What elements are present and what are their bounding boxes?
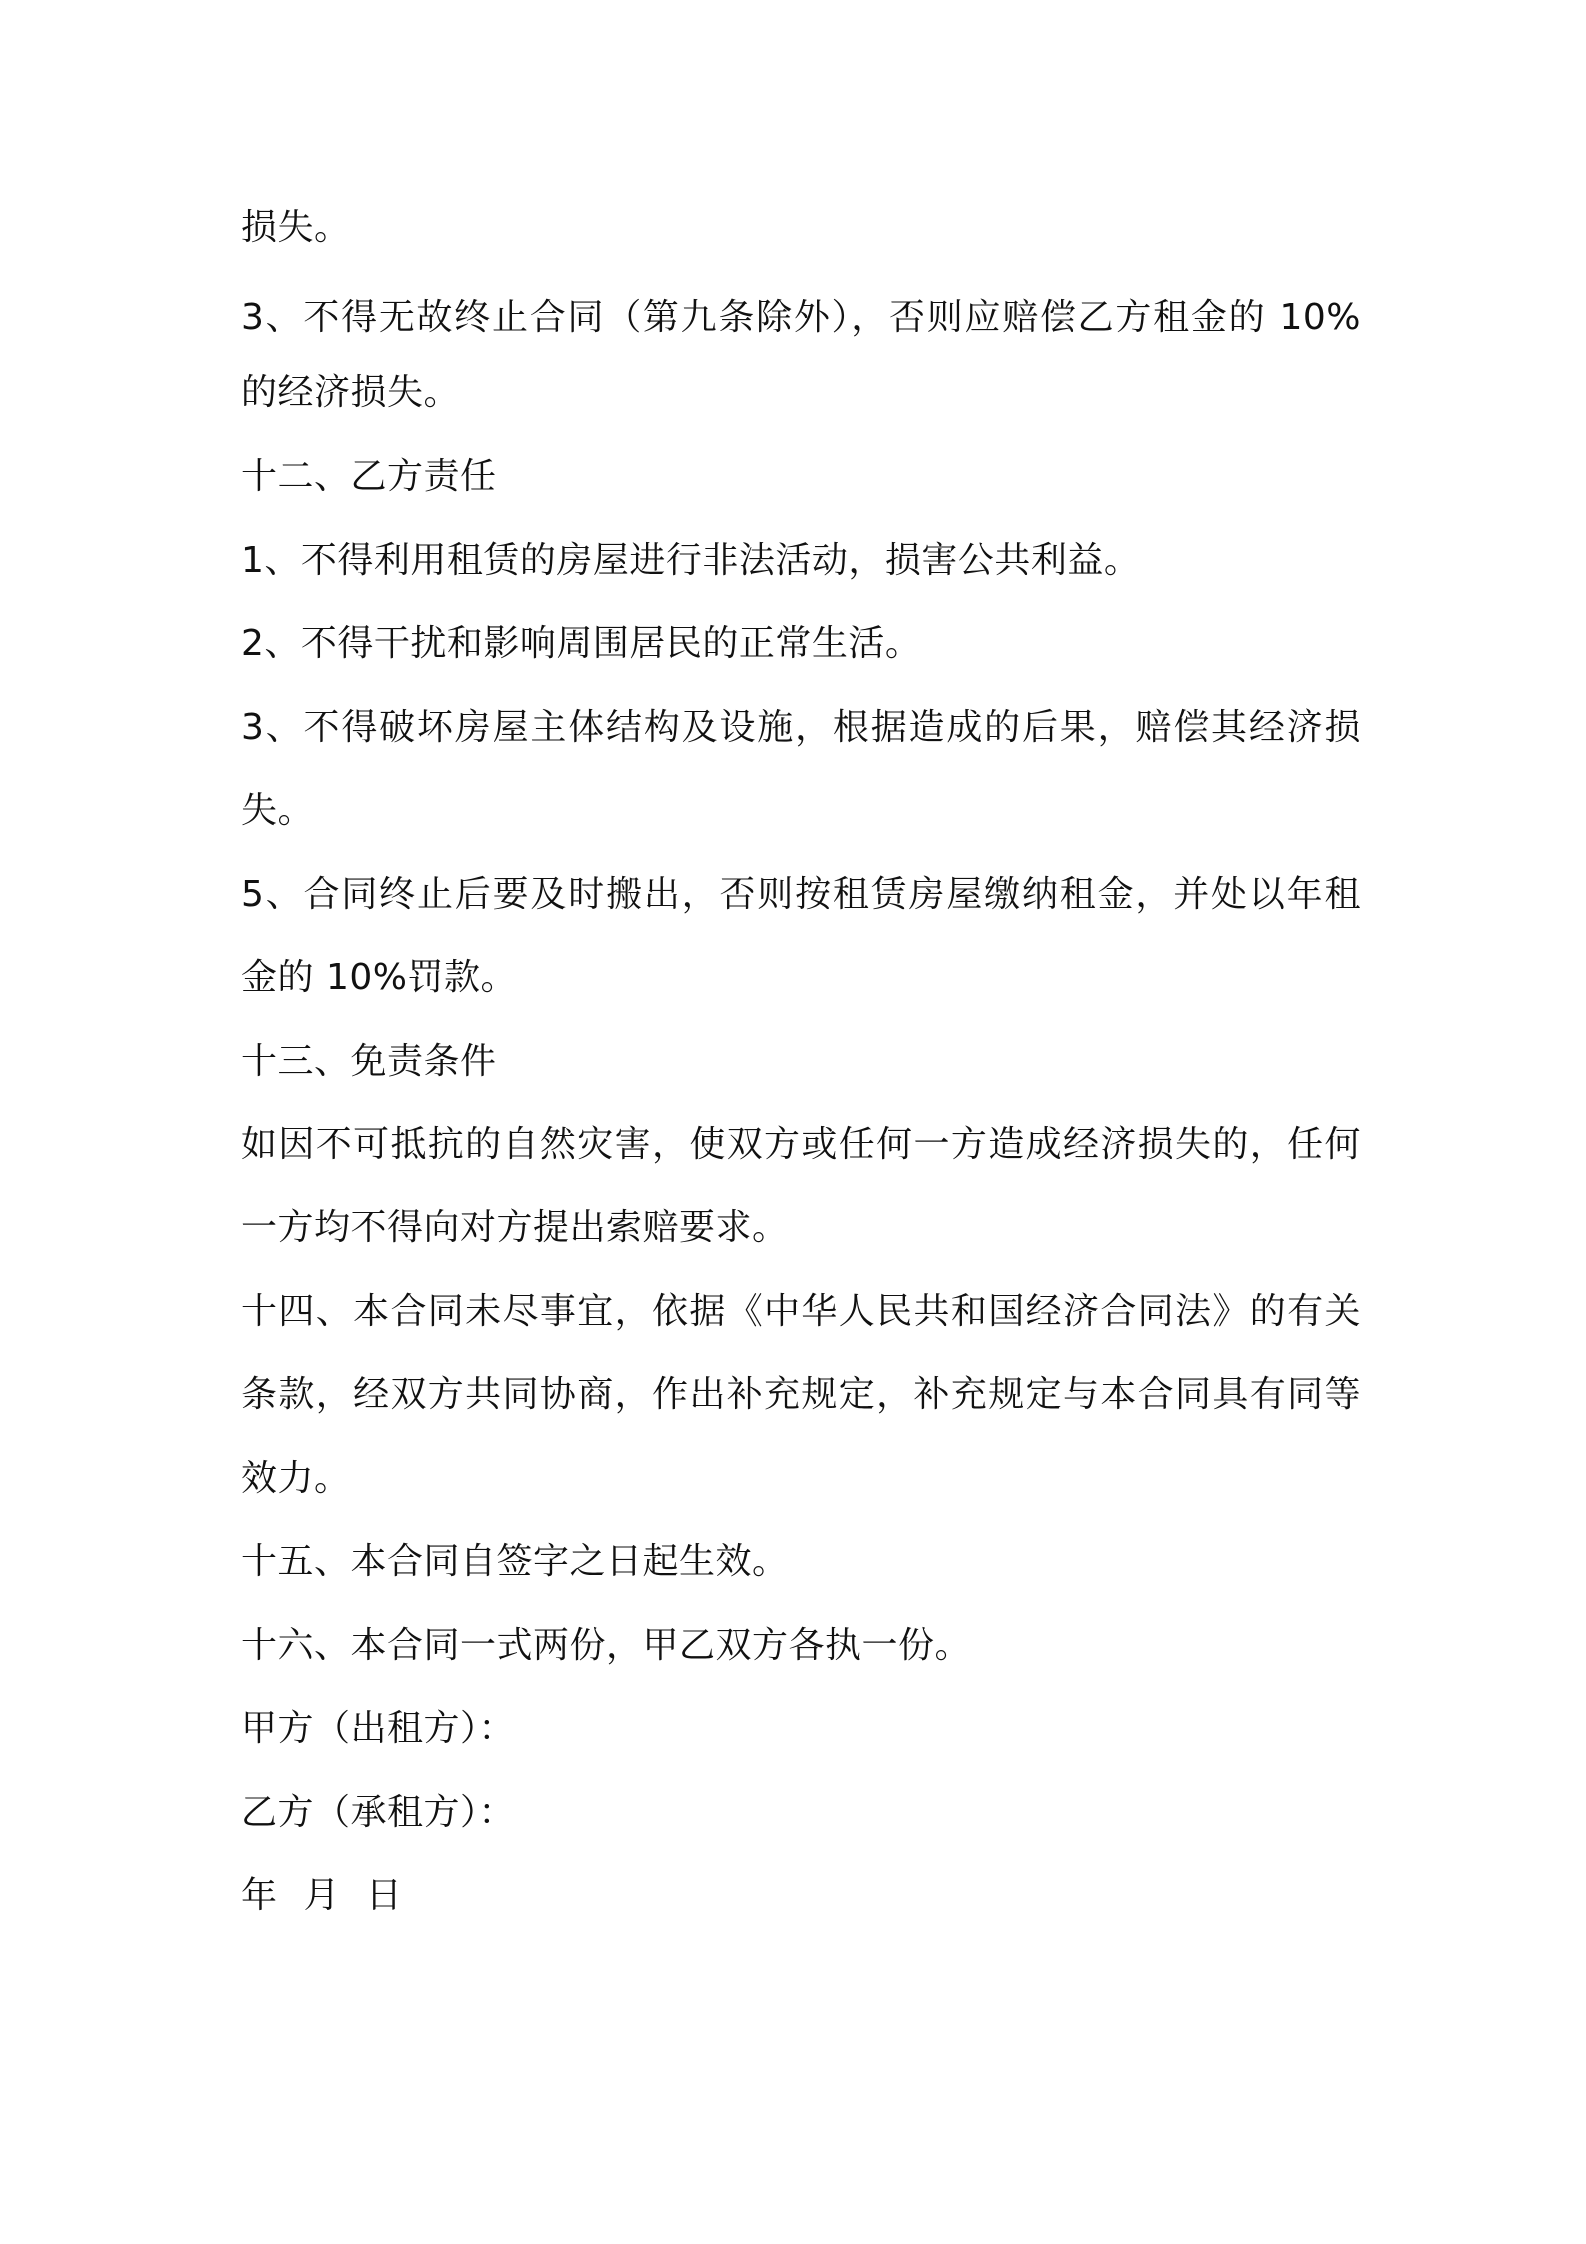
clause-12-1: 1、不得利用租赁的房屋进行非法活动，损害公共利益。 [241,540,1141,581]
clause-12-3-line-2: 失。 [241,790,315,831]
section-12-heading: 十二、乙方责任 [241,456,497,497]
section-13-body-line-2: 一方均不得向对方提出索赔要求。 [241,1207,789,1248]
clause-11-3-line-1: 3、不得无故终止合同（第九条除外），否则应赔偿乙方租金的 10% [241,297,1361,338]
section-15: 十五、本合同自签字之日起生效。 [241,1541,789,1582]
clause-12-3-line-1: 3、不得破坏房屋主体结构及设施，根据造成的后果，赔偿其经济损 [241,707,1361,748]
party-b-signature-label: 乙方（承租方）： [241,1792,516,1833]
section-14-line-3: 效力。 [241,1458,351,1499]
section-13-body-line-1: 如因不可抵抗的自然灾害，使双方或任何一方造成经济损失的，任何 [241,1124,1361,1165]
clause-11-2-continuation: 损失。 [241,207,351,248]
clause-12-2: 2、不得干扰和影响周围居民的正常生活。 [241,623,922,664]
section-14-line-2: 条款，经双方共同协商，作出补充规定，补充规定与本合同具有同等 [241,1374,1361,1415]
section-14-line-1: 十四、本合同未尽事宜，依据《中华人民共和国经济合同法》的有关 [241,1291,1361,1332]
clause-12-5-line-2: 金的 10%罚款。 [241,957,517,998]
section-13-heading: 十三、免责条件 [241,1041,497,1082]
date-line: 年 月 日 [241,1875,403,1916]
party-a-signature-label: 甲方（出租方）： [241,1708,516,1749]
section-16: 十六、本合同一式两份，甲乙双方各执一份。 [241,1625,972,1666]
clause-11-3-line-2: 的经济损失。 [241,372,461,413]
clause-12-5-line-1: 5、合同终止后要及时搬出，否则按租赁房屋缴纳租金，并处以年租 [241,874,1361,915]
